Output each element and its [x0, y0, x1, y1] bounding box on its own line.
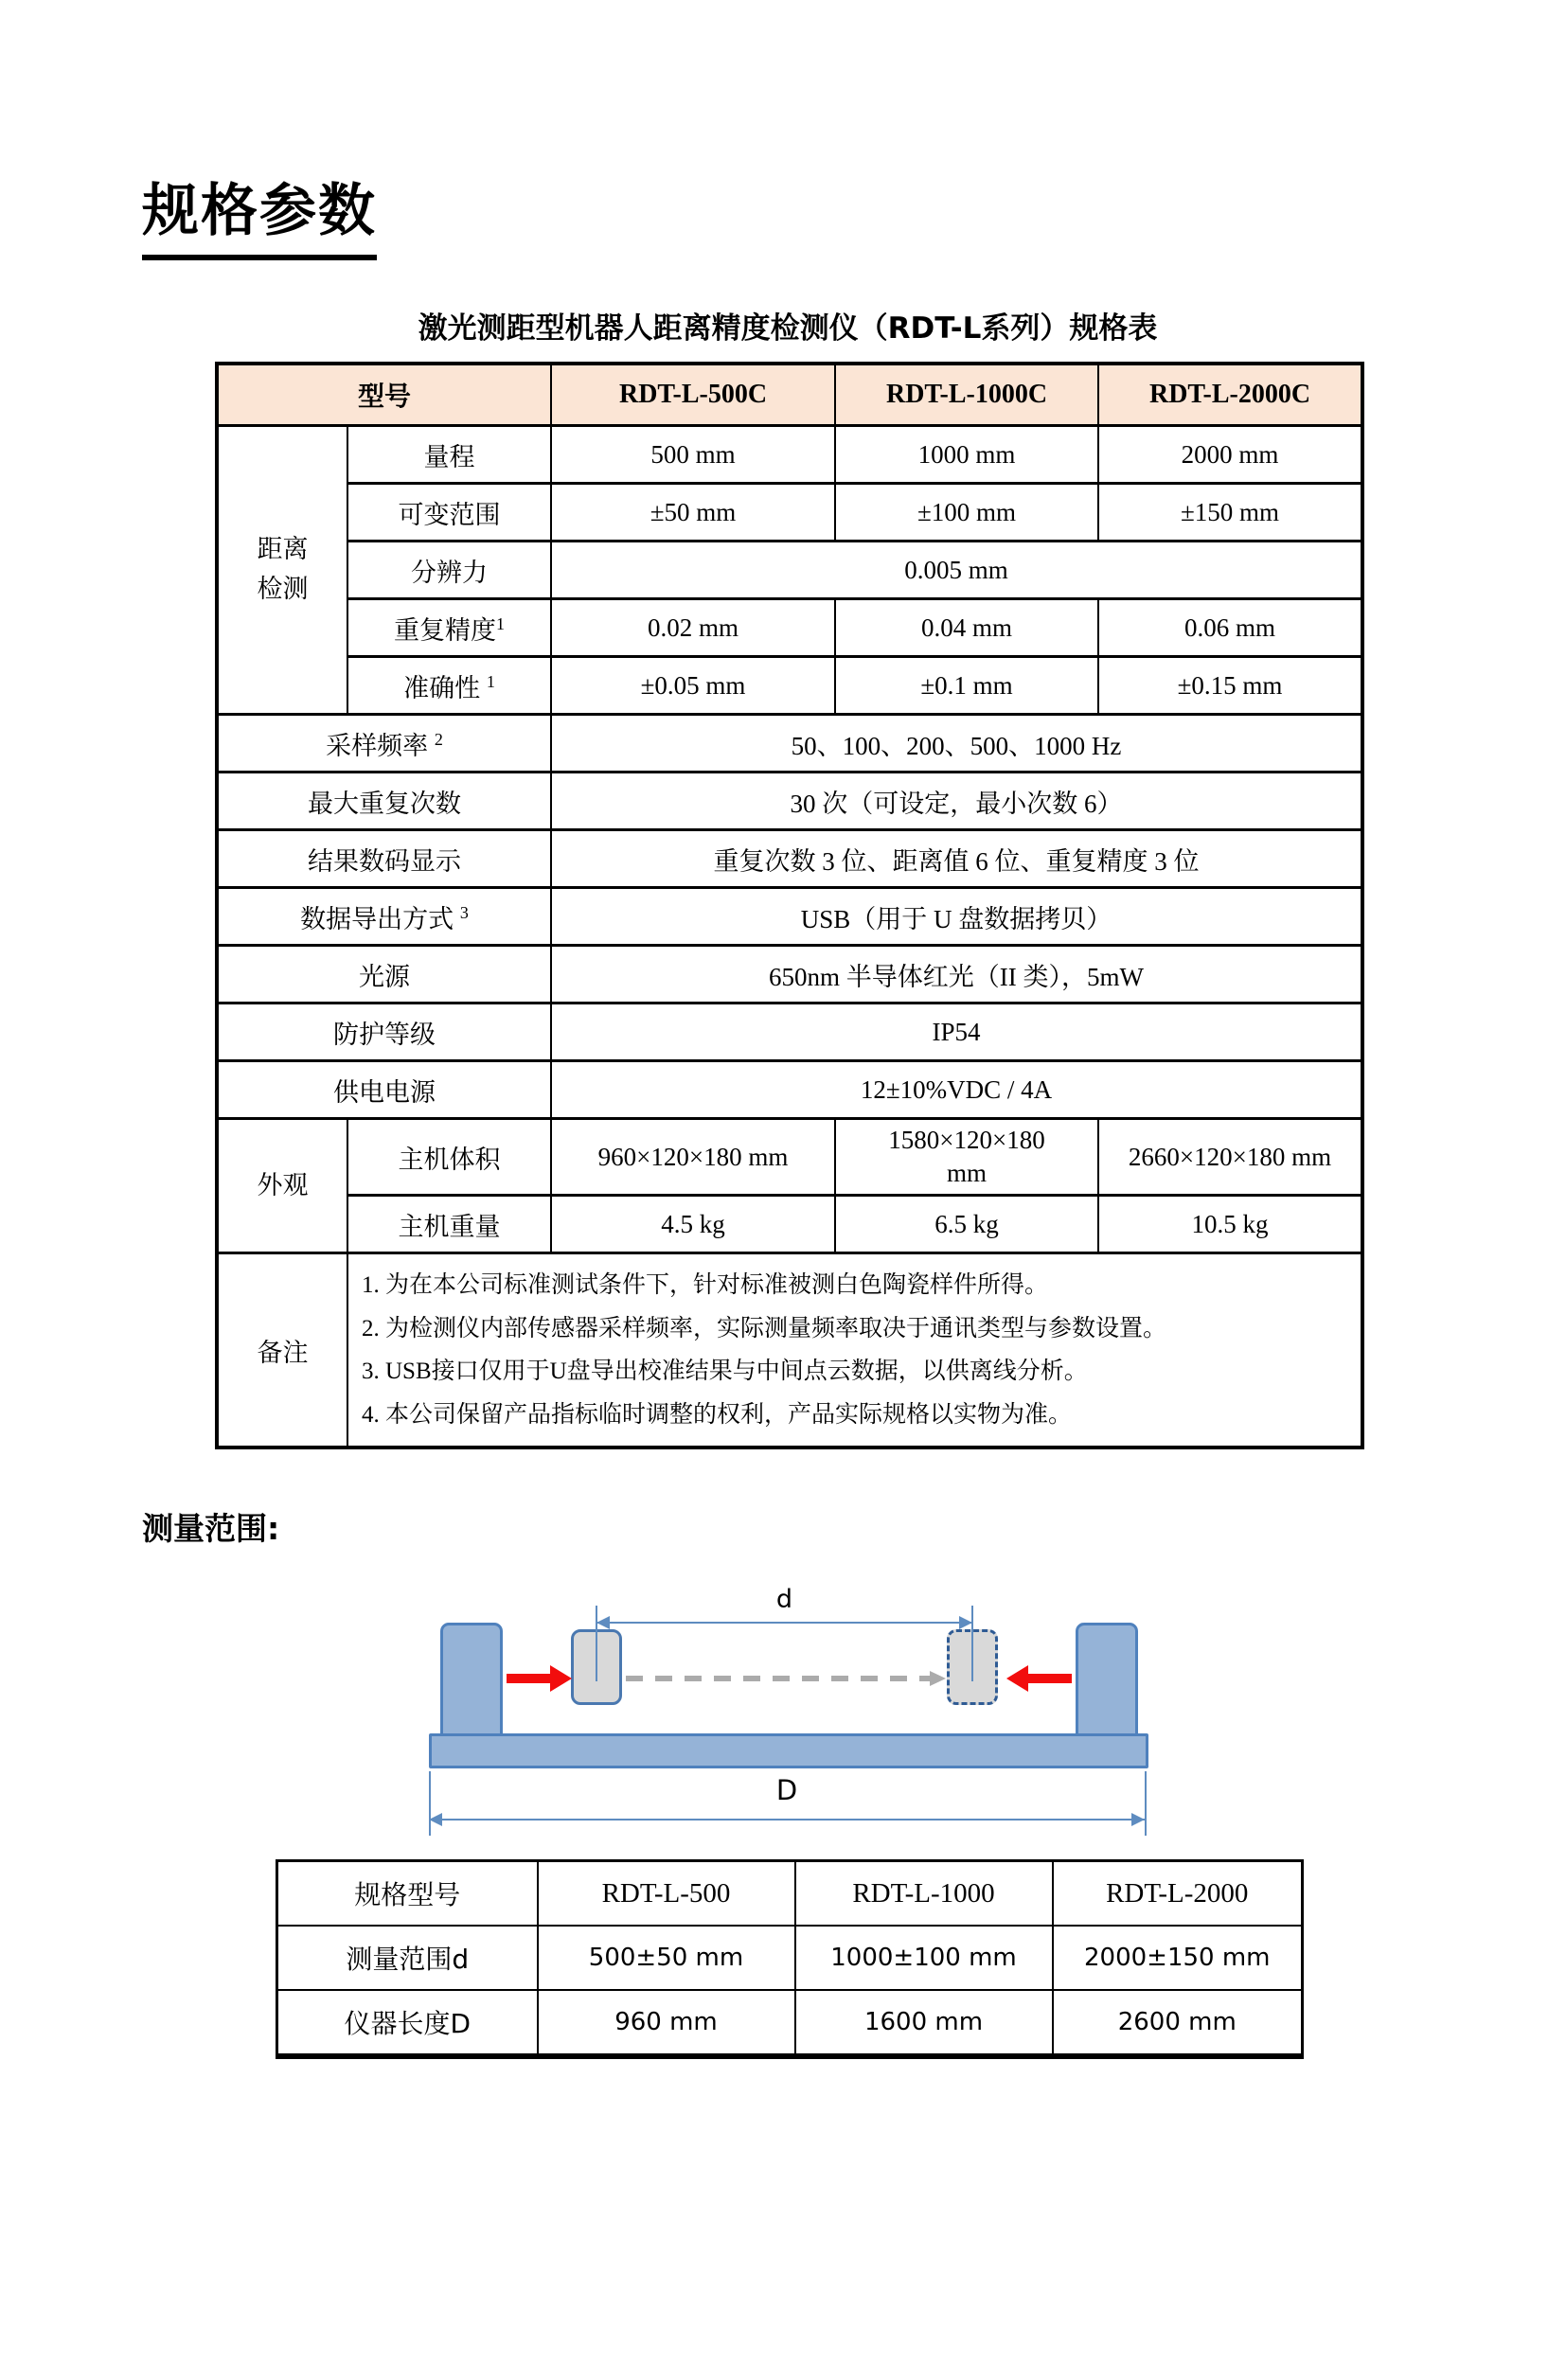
spec-header-m1: RDT-L-500C [551, 364, 835, 426]
spec-cell: 960×120×180 mm [551, 1119, 835, 1196]
spec-label-volume: 主机体积 [347, 1119, 551, 1196]
red-arrow-left-pointing [1028, 1674, 1072, 1683]
spec-label-max-repeat: 最大重复次数 [217, 773, 551, 830]
left-post [440, 1623, 503, 1740]
spec-cell: 500 mm [551, 426, 835, 484]
spec-group-notes: 备注 [217, 1253, 347, 1448]
spec-cell: ±150 mm [1098, 484, 1362, 542]
dim-label-d: d [775, 1585, 793, 1614]
right-post [1076, 1623, 1138, 1740]
spec-cell-merged: USB（用于 U 盘数据拷贝） [551, 888, 1362, 946]
spec-header-row [217, 364, 1362, 426]
label-text: 采样频率 [326, 731, 429, 760]
note-3: 3. USB接口仅用于U盘导出校准结果与中间点云数据，以供离线分析。 [362, 1359, 1088, 1384]
spec-header-m3: RDT-L-2000C [1098, 364, 1362, 426]
spec-cell: 6.5 kg [835, 1196, 1098, 1253]
note-4: 4. 本公司保留产品指标临时调整的权利，产品实际规格以实物为准。 [362, 1401, 1073, 1428]
range-cell: 2600 mm [1053, 1990, 1303, 2056]
range-row-d-label: 测量范围d [277, 1926, 538, 1990]
spec-cell: 0.04 mm [835, 599, 1098, 657]
spec-cell-merged: IP54 [551, 1004, 1362, 1061]
spec-table-caption: 激光测距型机器人距离精度检测仪（RDT-L系列）规格表 [418, 311, 1158, 346]
spec-row-export [217, 888, 1362, 946]
spec-label-power: 供电电源 [217, 1061, 551, 1119]
spec-label-sampling [217, 715, 551, 773]
spec-cell: 2660×120×180 mm [1098, 1119, 1362, 1196]
dim-line-d [596, 1622, 972, 1624]
spec-cell: 0.02 mm [551, 599, 835, 657]
spec-label-variable: 可变范围 [347, 484, 551, 542]
spec-header-model: 型号 [217, 364, 551, 426]
spec-cell-merged: 0.005 mm [551, 542, 1362, 599]
spec-cell: ±50 mm [551, 484, 835, 542]
base-rail [429, 1733, 1148, 1768]
spec-label-light: 光源 [217, 946, 551, 1004]
spec-cell: 10.5 kg [1098, 1196, 1362, 1253]
footnote-ref: 1 [486, 671, 495, 691]
label-text: 准确性 [403, 673, 481, 702]
range-table [276, 1859, 1304, 2059]
spec-cell: 1000 mm [835, 426, 1098, 484]
note-1: 1. 为在本公司标准测试条件下，针对标准被测白色陶瓷样件所得。 [362, 1272, 1049, 1298]
spec-label-export [217, 888, 551, 946]
spec-row-sampling [217, 715, 1362, 773]
spec-page [0, 166, 1566, 2380]
spec-row-power [217, 1061, 1362, 1119]
spec-cell-merged: 650nm 半导体红光（II 类），5mW [551, 946, 1362, 1004]
spec-label-range: 量程 [347, 426, 551, 484]
label-text: 数据导出方式 [300, 904, 454, 933]
spec-row-notes [217, 1253, 1362, 1448]
spec-table [215, 362, 1364, 1449]
spec-label-resolution: 分辨力 [347, 542, 551, 599]
spec-cell: ±0.1 mm [835, 657, 1098, 715]
range-row-D [277, 1990, 1303, 2056]
range-header-m2: RDT-L-1000 [795, 1861, 1053, 1927]
spec-group-appearance: 外观 [217, 1119, 347, 1253]
spec-row-ip [217, 1004, 1362, 1061]
spec-cell: 0.06 mm [1098, 599, 1362, 657]
range-cell: 2000±150 mm [1053, 1926, 1303, 1990]
spec-cell-merged: 重复次数 3 位、距离值 6 位、重复精度 3 位 [551, 830, 1362, 888]
spec-label-weight: 主机重量 [347, 1196, 551, 1253]
spec-cell-merged: 30 次（可设定，最小次数 6） [551, 773, 1362, 830]
dim-line-D [429, 1819, 1145, 1821]
range-cell: 1600 mm [795, 1990, 1053, 2056]
spec-cell: 2000 mm [1098, 426, 1362, 484]
spec-cell-merged: 12±10%VDC / 4A [551, 1061, 1362, 1119]
spec-row-variable [217, 484, 1362, 542]
extension-line [1145, 1771, 1147, 1836]
spec-label-accuracy [347, 657, 551, 715]
spec-row-resolution [217, 542, 1362, 599]
page-title-text: 规格参数 [142, 166, 377, 260]
footnote-ref: 3 [459, 902, 469, 922]
dim-label-D: D [775, 1774, 798, 1806]
range-row-d [277, 1926, 1303, 1990]
spec-row-weight [217, 1196, 1362, 1253]
range-header-label: 规格型号 [277, 1861, 538, 1927]
spec-cell: 4.5 kg [551, 1196, 835, 1253]
spec-cell: ±0.15 mm [1098, 657, 1362, 715]
spec-cell-merged: 50、100、200、500、1000 Hz [551, 715, 1362, 773]
spec-notes-cell [347, 1253, 1362, 1448]
spec-label-repeatability [347, 599, 551, 657]
spec-cell: 1580×120×180 mm [835, 1119, 1098, 1196]
range-row-D-label: 仪器长度D [277, 1990, 538, 2056]
red-arrow-right-pointing [507, 1674, 550, 1683]
range-header-row [277, 1861, 1303, 1927]
range-cell: 1000±100 mm [795, 1926, 1053, 1990]
extension-line [971, 1606, 973, 1681]
spec-cell: ±0.05 mm [551, 657, 835, 715]
page-title [142, 166, 1566, 260]
range-header-m3: RDT-L-2000 [1053, 1861, 1303, 1927]
spec-row-range [217, 426, 1362, 484]
range-header-m1: RDT-L-500 [538, 1861, 795, 1927]
spec-label-display: 结果数码显示 [217, 830, 551, 888]
spec-row-volume [217, 1119, 1362, 1196]
range-cell: 960 mm [538, 1990, 795, 2056]
spec-row-display [217, 830, 1362, 888]
spec-cell: ±100 mm [835, 484, 1098, 542]
laser-dashed-line [626, 1676, 933, 1681]
laser-dashed-arrowhead [930, 1671, 946, 1686]
range-cell: 500±50 mm [538, 1926, 795, 1990]
spec-label-ip: 防护等级 [217, 1004, 551, 1061]
spec-header-m2: RDT-L-1000C [835, 364, 1098, 426]
spec-group-distance: 距离检测 [217, 426, 347, 715]
spec-row-accuracy [217, 657, 1362, 715]
label-text: 重复精度 [394, 615, 496, 645]
spec-row-light [217, 946, 1362, 1004]
footnote-ref: 1 [496, 613, 505, 633]
footnote-ref: 2 [434, 729, 443, 749]
spec-row-max-repeat [217, 773, 1362, 830]
measurement-range-diagram [429, 1577, 1148, 1854]
spec-row-repeatability [217, 599, 1362, 657]
extension-line [596, 1606, 597, 1681]
note-2: 2. 为检测仪内部传感器采样频率，实际测量频率取决于通讯类型与参数设置。 [362, 1315, 1167, 1341]
measure-range-heading: 测量范围: [142, 1510, 280, 1547]
